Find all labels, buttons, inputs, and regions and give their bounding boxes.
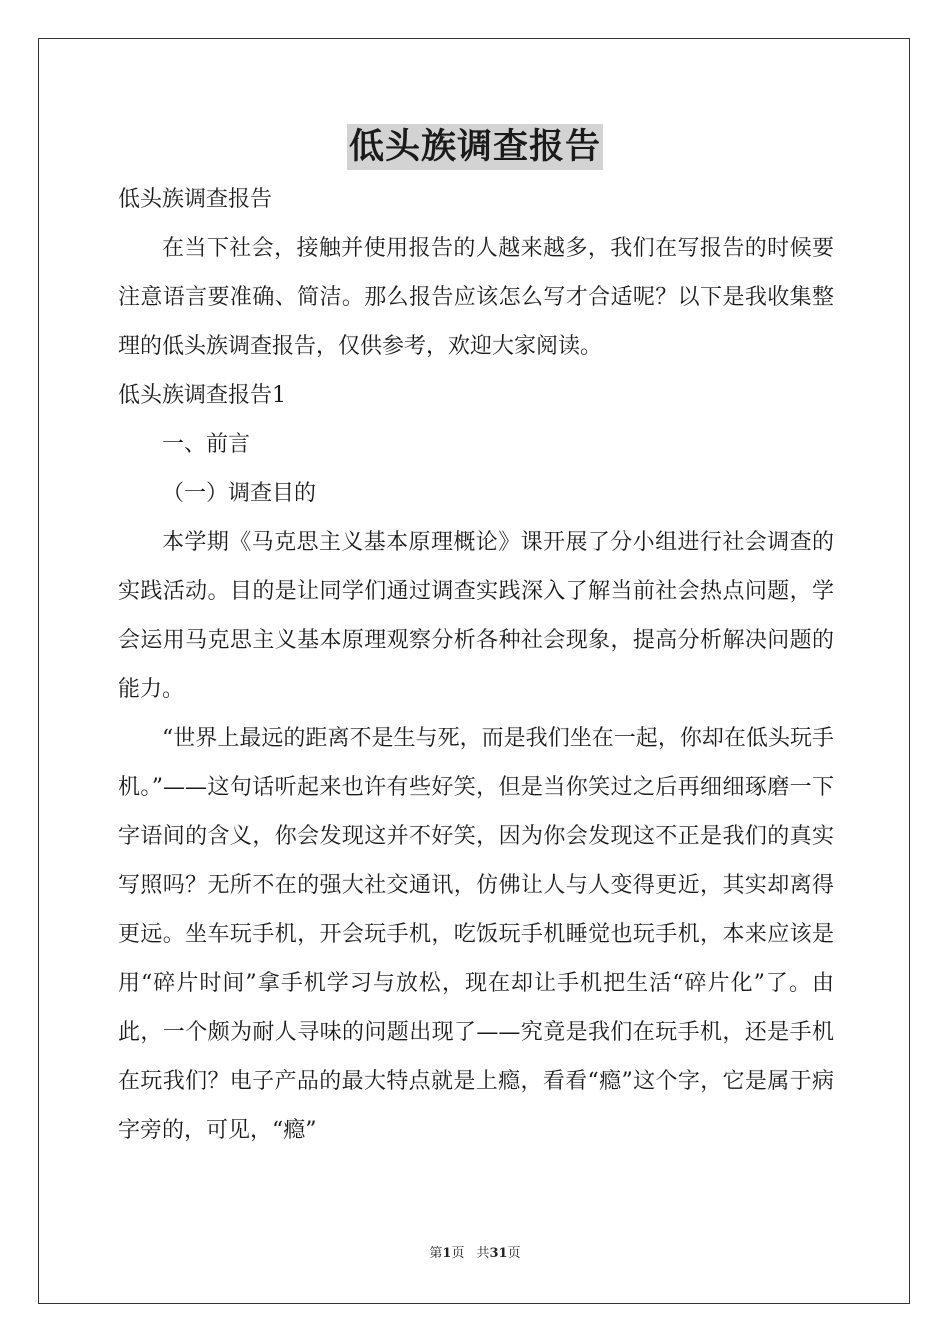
footer-page-number: 1	[442, 1246, 452, 1261]
footer-total-pages: 31	[489, 1246, 508, 1261]
subtitle-line: 低头族调查报告	[118, 187, 273, 212]
page-footer	[0, 1245, 950, 1263]
intro-paragraph: 在当下社会，接触并使用报告的人越来越多，我们在写报告的时候要注意语言要准确、简洁。那么报告应该怎么写才合适呢？以下是我收集整理的低头族调查报告，仅供参考，欢迎大家阅读。	[118, 236, 834, 359]
quote-paragraph: “世界上最远的距离不是生与死，而是我们坐在一起，你却在低头玩手机。”——这句话听起来也许有些好笑，但是当你笑过之后再细细琢磨一下字语间的含义，你会发现这并不好笑，因为你会发现这不正是我们的真实写照吗？无所不在的强大社交通讯，仿佛让人与人变得更近，其实却离得更远。坐车玩手机，开会玩手机，吃饭玩手机睡觉也玩手机，本来应该是用“碎片时间”拿手机学习与放松，现在却让手机把生活“碎片化”了。由此，一个颇为耐人寻味的问题出现了——究竟是我们在玩手机，还是手机在玩我们？电子产品的最大特点就是上瘾，看看“瘾”这个字，它是属于病字旁的，可见，“瘾”	[118, 726, 834, 1143]
document-title: 低头族调查报告	[347, 124, 603, 170]
subsection-heading-purpose: （一）调查目的	[162, 481, 317, 506]
purpose-paragraph: 本学期《马克思主义基本原理概论》课开展了分小组进行社会调查的实践活动。目的是让同学们通过调查实践深入了解当前社会热点问题，学会运用马克思主义基本原理观察分析各种社会现象，提高分析解决问题的能力。	[118, 530, 834, 702]
footer-page-prefix: 第	[429, 1246, 443, 1261]
document-title-wrap	[0, 124, 950, 170]
section-heading-preface: 一、前言	[162, 432, 251, 457]
report-heading: 低头族调查报告1	[118, 383, 286, 408]
footer-page-suffix: 页	[451, 1246, 465, 1261]
footer-total-suffix: 页	[507, 1246, 521, 1261]
footer-total-prefix: 共	[476, 1246, 490, 1261]
document-body	[118, 175, 834, 1155]
